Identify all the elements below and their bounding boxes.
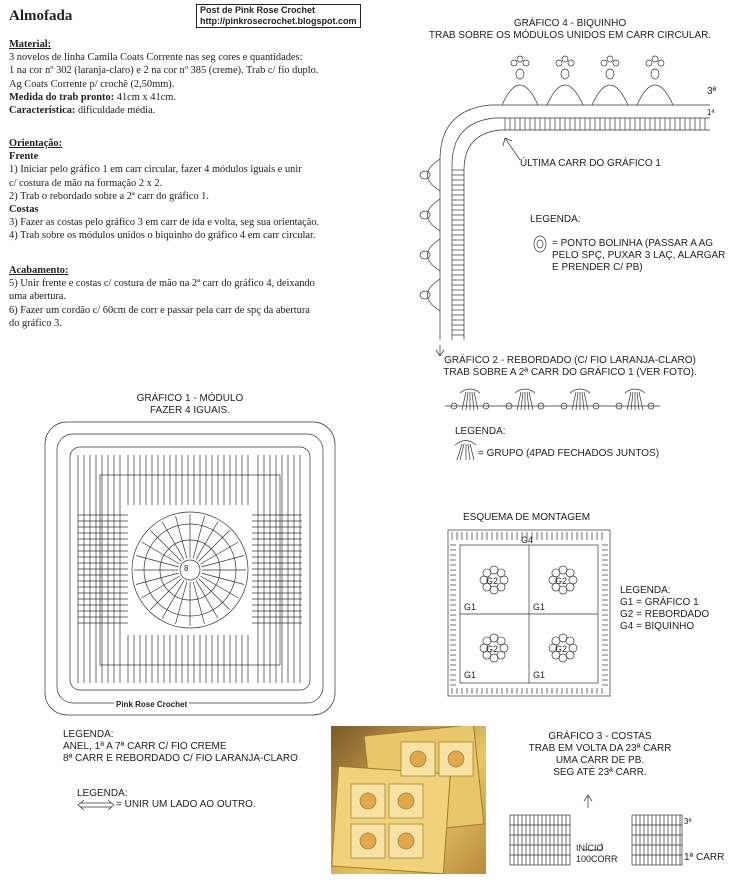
page-title: Almofada xyxy=(9,8,73,24)
grafico2-title: GRÁFICO 2 - REBORDADO (C/ FIO LARANJA-CLARO) xyxy=(444,355,696,366)
esquema-g2-d: G2 xyxy=(555,644,568,654)
material-line-3: Ag Coats Corrente p/ crochê (2,50mm). xyxy=(9,78,175,90)
esquema-g1-b: G1 xyxy=(533,602,546,612)
grafico1-legend-line2: 8ª CARR E REBORDADO C/ FIO LARANJA-CLARO xyxy=(63,753,298,764)
grafico1-subtitle: FAZER 4 IGUAIS. xyxy=(149,405,231,416)
grafico4-note: ÚLTIMA CARR DO GRÁFICO 1 xyxy=(520,158,661,169)
step-3: 3) Fazer as costas pelo gráfico 3 em carr de ida e volta, seg sua orientação. xyxy=(9,217,320,229)
step-6b: do gráfico 3. xyxy=(9,317,62,329)
costas-label: Costas xyxy=(9,204,39,216)
acabamento-heading: Acabamento: xyxy=(9,265,69,276)
badge-line-1: Post de Pink Rose Crochet xyxy=(200,5,316,15)
grafico3-title: GRÁFICO 3 - COSTAS xyxy=(548,731,652,742)
grafico4-legend-line1: = PONTO BOLINHA (PASSAR A AG xyxy=(552,238,714,249)
orientacao-heading: Orientação: xyxy=(9,138,63,149)
step-2: 2) Trab o rebordado sobre a 2ª carr do gráfico 1. xyxy=(9,190,209,202)
esquema-legend-line3: G4 = BIQUINHO xyxy=(620,621,695,632)
grafico3-line3: SEG ATÉ 23ª CARR. xyxy=(553,767,647,778)
stitch-block xyxy=(510,815,570,865)
grafico4-row1: 1ª xyxy=(707,108,715,117)
grafico4-legend-line3: E PRENDER C/ PB) xyxy=(552,262,643,273)
grafico1-title: GRÁFICO 1 - MÓDULO xyxy=(136,393,244,404)
stitch-block xyxy=(632,815,682,865)
frente-label: Frente xyxy=(9,151,39,163)
grafico2-legend-text: = GRUPO (4PAD FECHADOS JUNTOS) xyxy=(478,448,660,459)
material-line-4: Medida do trab pronto: 41cm x 41cm. xyxy=(9,91,176,103)
badge-line-2: http://pinkrosecrochet.blogspot.com xyxy=(200,16,357,26)
grafico1-legend-title: LEGENDA: xyxy=(63,729,114,740)
esquema-g2-b: G2 xyxy=(555,576,568,586)
grafico3-inicio: INÍCIO xyxy=(576,843,604,853)
grafico3-row1: 1ª CARR xyxy=(684,852,725,863)
grafico1-center-mark: 8 xyxy=(184,564,189,573)
esquema-g1-d: G1 xyxy=(533,670,546,680)
step-5: 5) Unir frente e costas c/ costura de mão na 2ª carr do gráfico 4, deixando xyxy=(9,278,315,290)
grafico1-legend2-text: = UNIR UM LADO AO OUTRO. xyxy=(116,799,256,810)
esquema-g1-a: G1 xyxy=(464,602,477,612)
grafico3-line2: UMA CARR DE PB. xyxy=(555,755,645,766)
esquema-g2-c: G2 xyxy=(486,644,499,654)
grafico4-subtitle: TRAB SOBRE OS MÓDULOS UNIDOS EM CARR CIRCULAR. xyxy=(428,30,712,41)
esquema-g4: G4 xyxy=(521,535,534,545)
esquema-g2-a: G2 xyxy=(486,576,499,586)
step-4: 4) Trab sobre os módulos unidos o biquinho do gráfico 4 em carr circular. xyxy=(9,230,316,242)
material-line-1: 3 novelos de linha Camila Coats Corrente nas seg cores e quantidades: xyxy=(9,52,303,64)
grafico1-watermark: Pink Rose Crochet xyxy=(116,700,188,709)
esquema-legend-title: LEGENDA: xyxy=(620,585,671,596)
material-line-2: 1 na cor nº 302 (laranja-claro) e 2 na cor nº 385 (creme). Trab c/ fio duplo. xyxy=(9,65,319,77)
esquema-title: ESQUEMA DE MONTAGEM xyxy=(463,512,591,523)
grafico1-legend-line1: ANEL, 1ª A 7ª CARR C/ FIO CREME xyxy=(63,741,227,752)
material-heading: Material: xyxy=(9,39,52,50)
grafico3-line1: TRAB EM VOLTA DA 23ª CARR xyxy=(528,743,672,754)
step-1: 1) Iniciar pelo gráfico 1 em carr circular, fazer 4 módulos iguais e unir xyxy=(9,164,302,176)
material-line-5: Característica: dificuldade média. xyxy=(9,105,156,117)
grafico1-legend2-title: LEGENDA: xyxy=(77,788,128,799)
grafico3-corr: 100CORR xyxy=(576,854,618,864)
esquema-legend-line1: G1 = GRÁFICO 1 xyxy=(620,597,699,608)
esquema-g1-c: G1 xyxy=(464,670,477,680)
grafico4-legend-line2: PELO SPÇ, PUXAR 3 LAÇ, ALARGAR xyxy=(552,250,726,261)
step-6: 6) Fazer um cordão c/ 60cm de corr e passar pela carr de spç da abertura xyxy=(9,304,310,316)
grafico2-subtitle: TRAB SOBRE A 2ª CARR DO GRÁFICO 1 (VER FOTO). xyxy=(443,367,697,378)
grafico2-legend-title: LEGENDA: xyxy=(455,426,506,437)
step-5b: uma abertura. xyxy=(9,291,67,303)
grafico4-title: GRÁFICO 4 - BIQUINHO xyxy=(513,18,627,29)
grafico4-legend-title: LEGENDA: xyxy=(530,214,581,225)
grafico3-row3: 3ª xyxy=(684,817,692,826)
step-1b: c/ costura de mão na formação 2 x 2. xyxy=(9,177,163,189)
esquema-legend-line2: G2 = REBORDADO xyxy=(620,609,710,620)
grafico4-row3: 3ª xyxy=(707,86,717,97)
